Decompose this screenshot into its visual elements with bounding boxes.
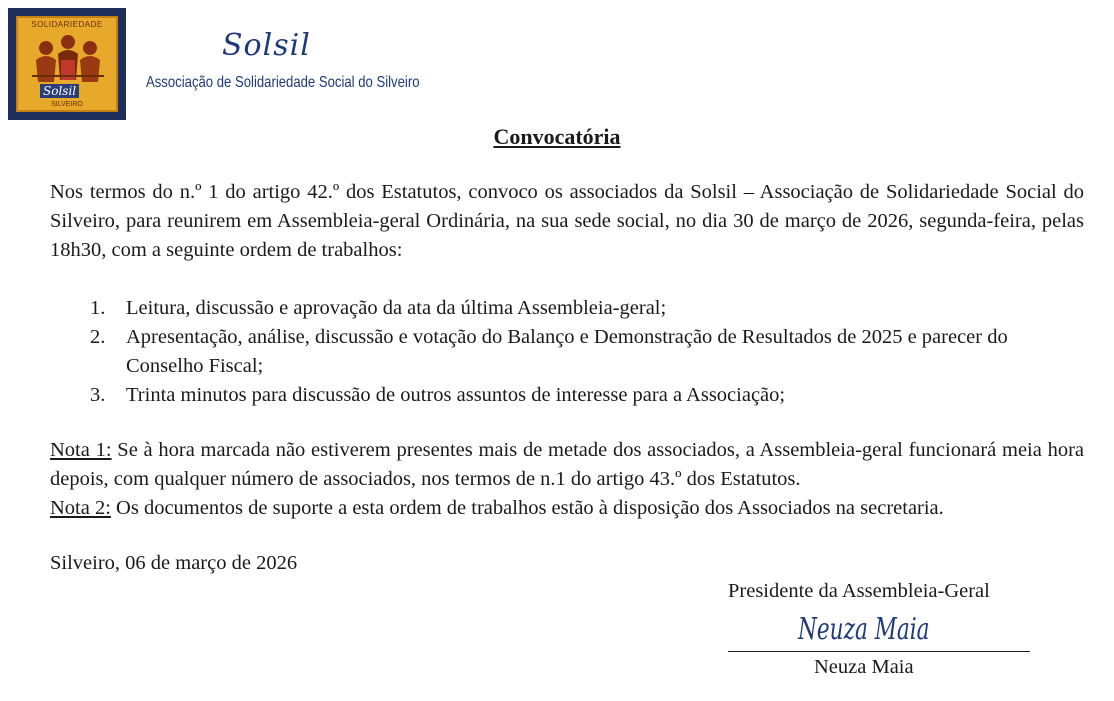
note-1-text: Se à hora marcada não estiverem presentes mais de metade dos associados, a Assembleia-geral funcionará meia hora depois, com qualquer número de associados, nos termos de n.1 do artigo 43.º dos Estatutos.: [50, 439, 1085, 490]
notes-section: [50, 436, 1084, 523]
agenda-item-number: 2.: [90, 326, 106, 348]
agenda-item-number: 3.: [90, 384, 106, 406]
agenda-item-text: Apresentação, análise, discussão e votação do Balanço e Demonstração de Resultados de 2025 e parecer do Conselho Fiscal;: [126, 326, 1008, 377]
agenda-item-number: 1.: [90, 297, 106, 319]
signature-role: Presidente da Assembleia-Geral: [728, 580, 990, 602]
place-date: Silveiro, 06 de março de 2026: [50, 552, 298, 574]
note-1: [50, 436, 1084, 494]
logo-emblem: [16, 16, 118, 112]
logo-ring-top-text: SOLIDARIEDADE: [31, 20, 103, 29]
note-2: [50, 494, 1084, 523]
association-logo: [8, 8, 126, 120]
agenda-item-text: Trinta minutos para discussão de outros assuntos de interesse para a Associação;: [126, 384, 786, 406]
agenda-item: [50, 381, 1084, 410]
agenda-item-text: Leitura, discussão e aprovação da ata da última Assembleia-geral;: [126, 297, 667, 319]
signature-line: [728, 651, 1030, 652]
logo-wordmark: Solsil: [40, 84, 79, 98]
handwritten-signature: Neuza Maia: [798, 612, 930, 647]
agenda-item: [50, 323, 1084, 381]
note-2-text: Os documentos de suporte a esta ordem de trabalhos estão à disposição dos Associados na secretaria.: [110, 497, 944, 519]
note-1-label: Nota 1:: [50, 439, 112, 461]
note-2-label: Nota 2:: [50, 497, 111, 519]
brand-subtitle: Associação de Solidariedade Social do Silveiro: [146, 74, 420, 91]
agenda-list: [50, 294, 1084, 410]
brand-name: Solsil: [222, 28, 311, 63]
agenda-item: [50, 294, 1084, 323]
signatory-name: Neuza Maia: [814, 656, 914, 678]
document-title: Convocatória: [493, 124, 621, 149]
intro-paragraph: Nos termos do n.º 1 do artigo 42.º dos Estatutos, convoco os associados da Solsil – Associação de Solidariedade Social do Silveiro, para reunirem em Assembleia-geral Ordinária, na sua sede social, no dia 30 de março de 2026, segunda-feira, pelas 18h30, com a seguinte ordem de trabalhos:: [50, 181, 1084, 261]
logo-ring-bottom-text: SILVEIRO: [51, 101, 83, 108]
